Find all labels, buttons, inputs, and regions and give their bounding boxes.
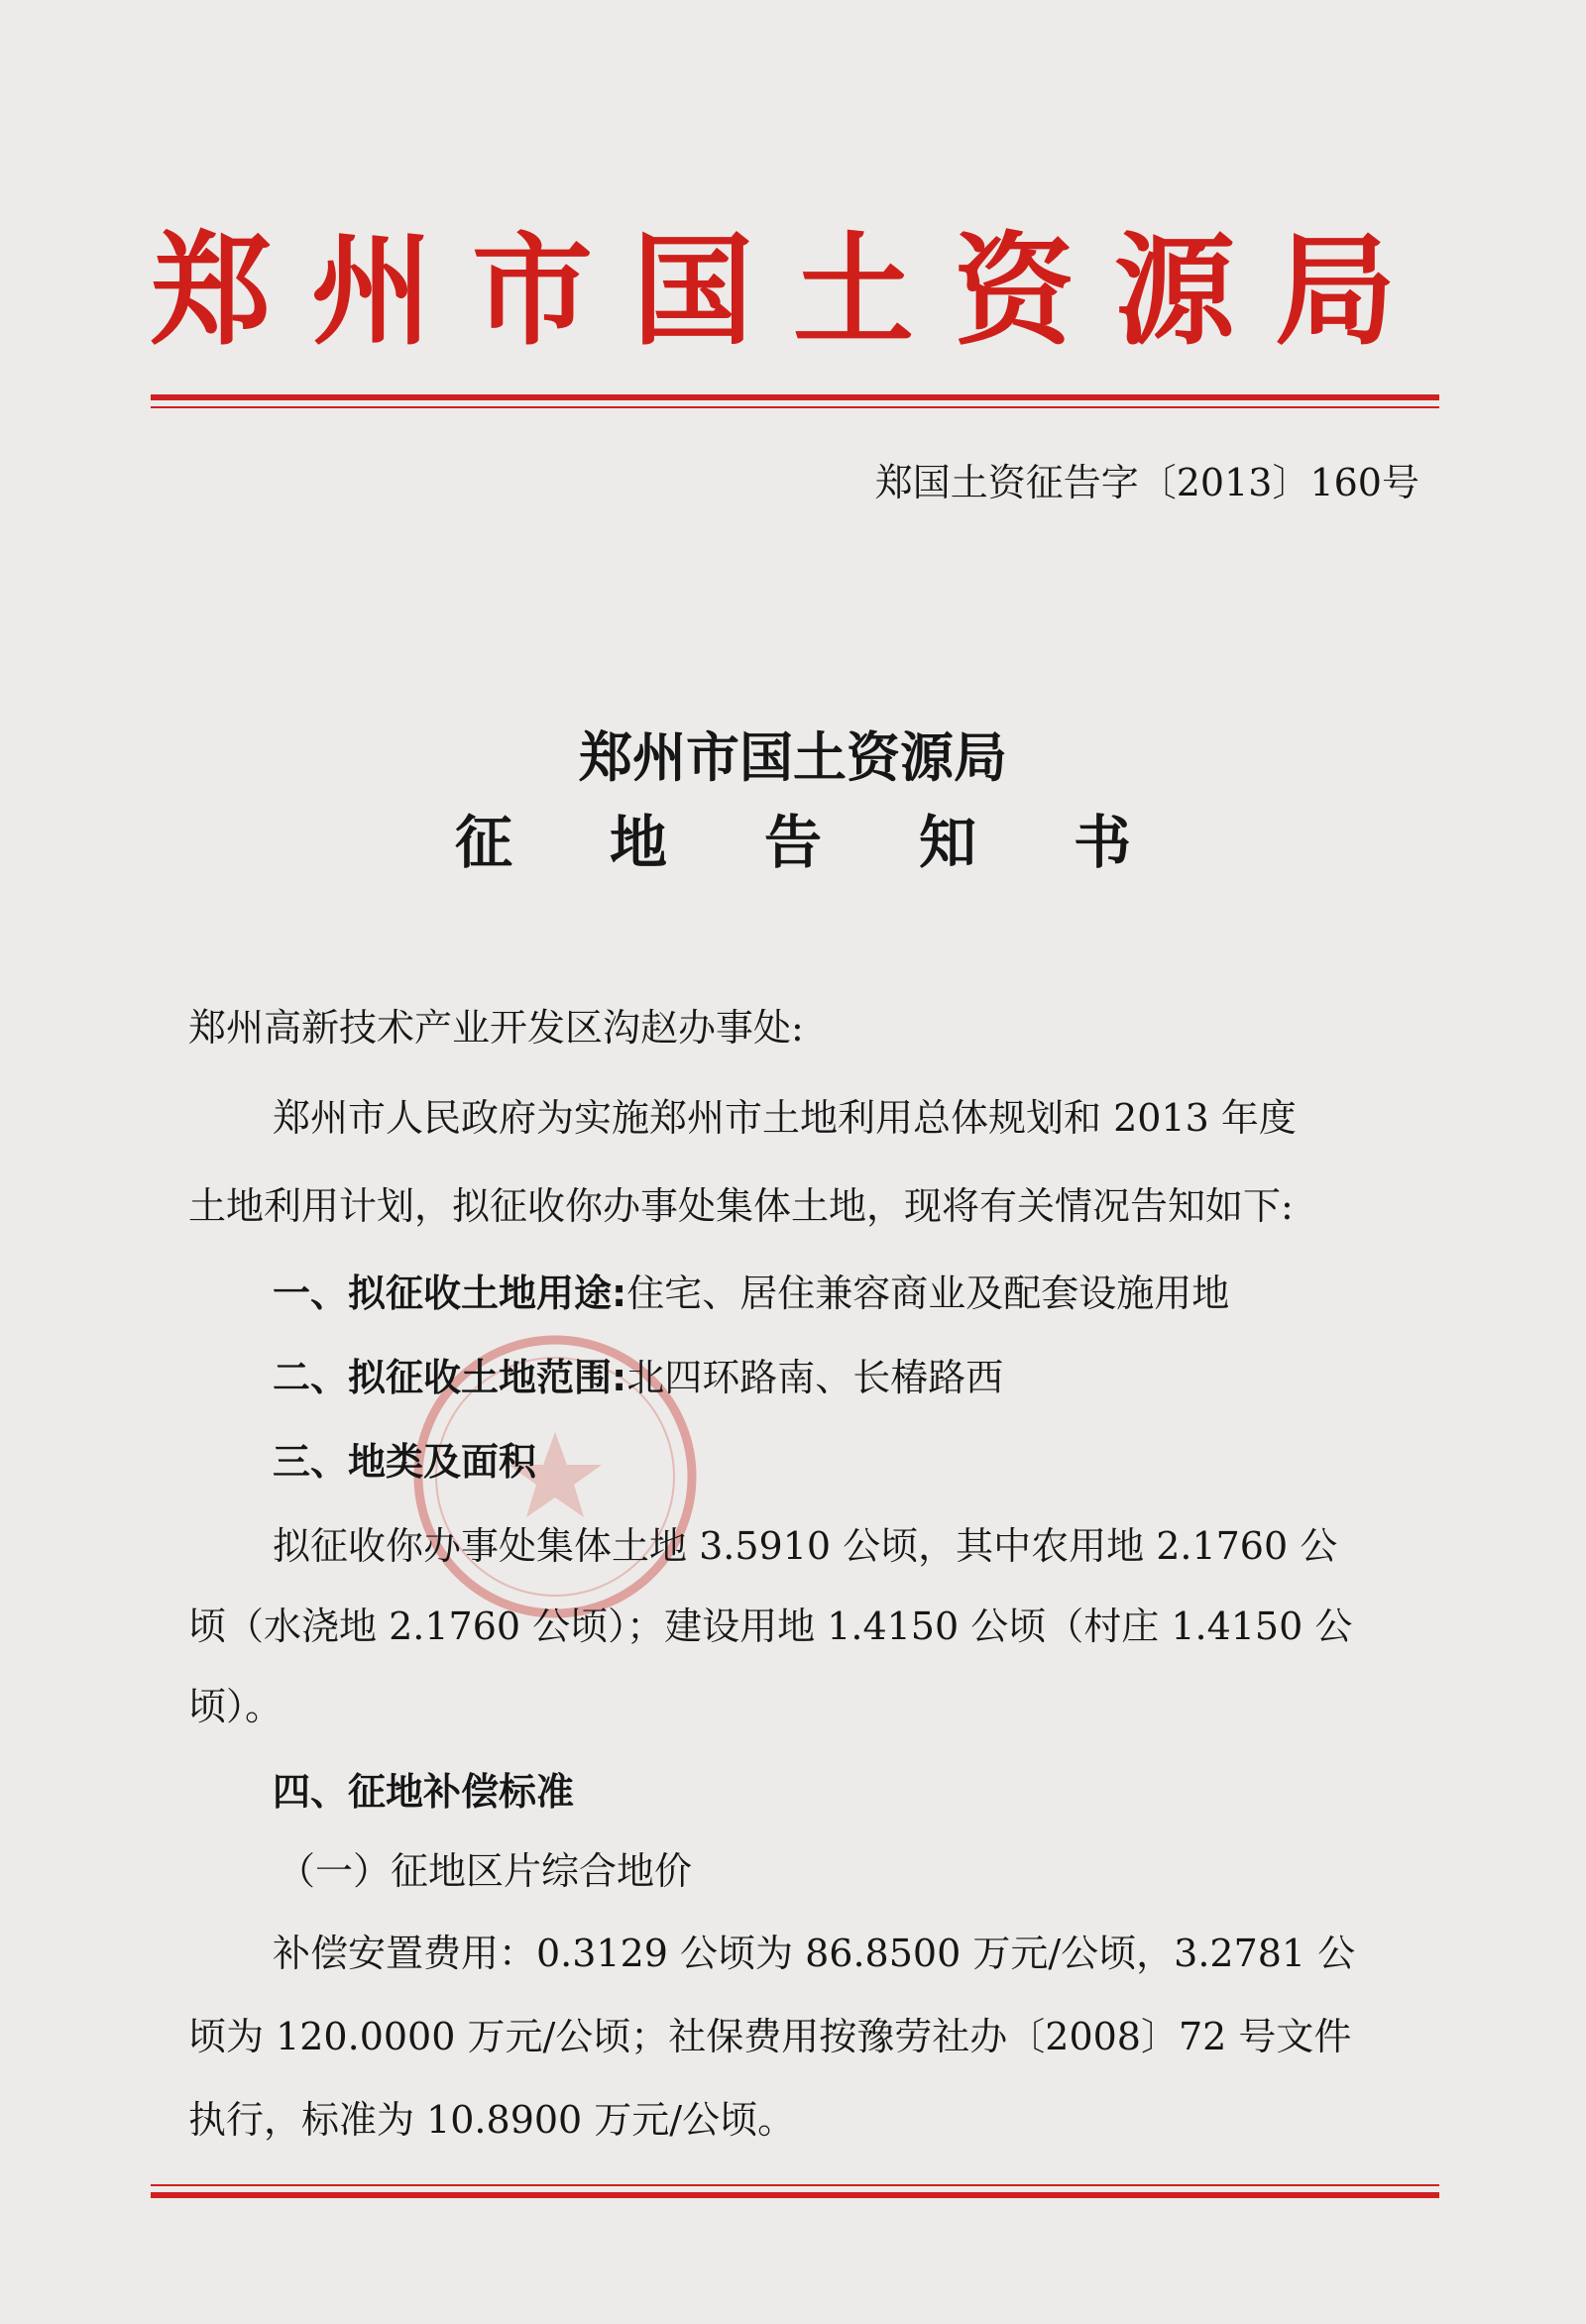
section-1 xyxy=(273,1269,1502,1318)
title-org: 郑州市国土资源局 xyxy=(579,726,1007,789)
title-notice: 征地告知书 xyxy=(454,809,1228,876)
section-1-content: 住宅、居住兼容商业及配套设施用地 xyxy=(626,1272,1230,1315)
section-4-line-2: 顷为 120.0000 万元/公顷；社保费用按豫劳社办〔2008〕72 号文件 xyxy=(188,2015,1352,2058)
section-4-heading: 四、征地补偿标准 xyxy=(273,1770,575,1814)
section-2-content: 北四环路南、长椿路西 xyxy=(626,1356,1004,1399)
intro-line-2: 土地利用计划，拟征收你办事处集体土地，现将有关情况告知如下: xyxy=(188,1184,1294,1228)
section-3-line-2: 顷（水浇地 2.1760 公顷）；建设用地 1.4150 公顷（村庄 1.4150 公 xyxy=(188,1605,1353,1648)
document-number: 郑国土资征告字〔2013〕160号 xyxy=(874,461,1419,504)
section-3-line-1: 拟征收你办事处集体土地 3.5910 公顷，其中农用地 2.1760 公 xyxy=(273,1524,1338,1568)
section-2-heading: 二、拟征收土地范围: xyxy=(273,1356,627,1399)
intro-line-1: 郑州市人民政府为实施郑州市土地利用总体规划和 2013 年度 xyxy=(273,1096,1297,1140)
masthead-org-name: 郑州市国土资源局 xyxy=(151,219,1435,362)
footer-rule-thin xyxy=(151,2184,1439,2186)
addressee: 郑州高新技术产业开发区沟赵办事处: xyxy=(188,1006,804,1050)
section-3-heading: 三、地类及面积 xyxy=(273,1440,537,1484)
section-4-line-1: 补偿安置费用：0.3129 公顷为 86.8500 万元/公顷，3.2781 公 xyxy=(273,1932,1356,1975)
section-4-subheading: （一）征地区片综合地价 xyxy=(278,1849,693,1893)
section-3-line-3: 顷）。 xyxy=(188,1685,283,1728)
footer-rule-thick xyxy=(151,2192,1439,2198)
masthead-rule-thick xyxy=(151,394,1439,400)
section-2 xyxy=(273,1353,1502,1402)
masthead-rule-thin xyxy=(151,406,1439,408)
section-1-heading: 一、拟征收土地用途: xyxy=(273,1272,627,1315)
section-4-line-3: 执行，标准为 10.8900 万元/公顷。 xyxy=(188,2098,796,2142)
